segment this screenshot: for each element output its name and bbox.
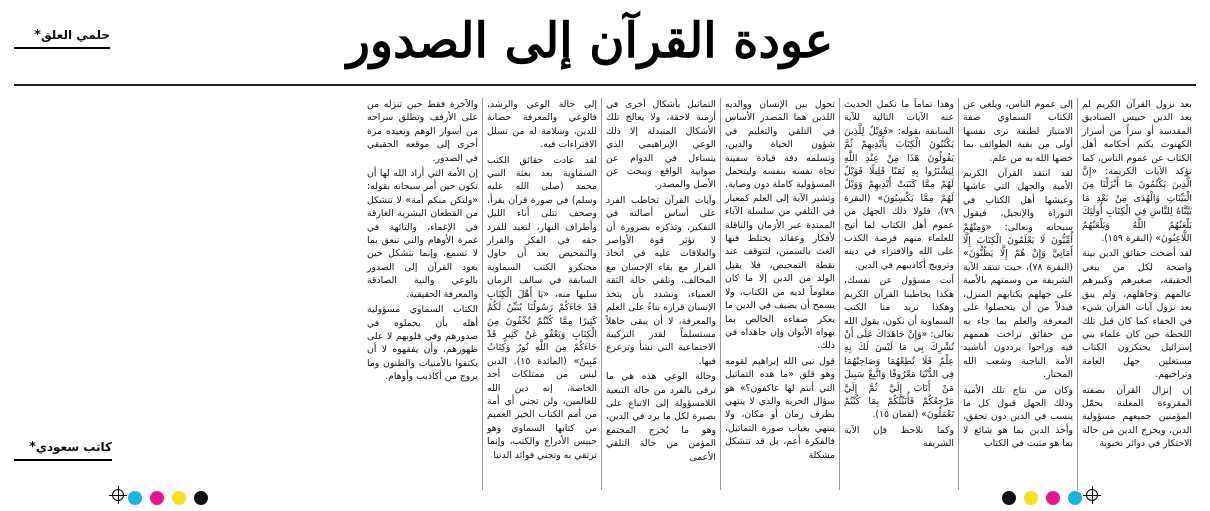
column-paragraph: الكتاب السماوي مسؤولية أهله بأن يحملوه في صدورهم وفي قلوبهم لا على ظهورهم، وأن يفقهوه لا أن يكتفوا بالأمنيات والظنون وما يروج من أكاذيب وأوهام. — [367, 304, 478, 383]
registration-crosshair-icon — [112, 489, 124, 501]
author-byline-bottom — [14, 440, 112, 461]
column-paragraph: إن إنزال القرآن بصفته المقروءة المعلنة يحمّل المؤمنين جميعهم مسؤولية الدين، ويخرج الدين من حالة الاحتكار في دوائر نخبوية — [1082, 384, 1192, 450]
column-paragraph: وآيات القرآن تخاطب الفرد على أساس أصالته في التفكير، وتذكره بضرورة أن لا تؤثر قوة الأواصر والعلاقات عليه في اتخاذ القرار مع بقاء الإحسان مع المخالف، وتلقي حالة الثقة العمياء، وتشدد بأن يتخذ الإنسان قراره بناءً على العلم والمعرفة، لا أن يبقى جاهلاً مستسلماً لقدر التركيبة الاجتماعية التي نشأ وترعرع فيها. — [606, 194, 716, 367]
column-paragraph: التماثيل بأشكال أخرى في أزمنة لاحقة، ولا يعالج تلك الأشكال المتبدلة إلا ذلك الوعي الإبراهيمي الذي يتساءل في الدوام عن صوابية الواقع ويبحث عن الأصل والمصدر. — [606, 99, 716, 191]
column-paragraph: إلى عموم الناس، ويلغي عن الكتاب السماوي صفة الامتياز لطبقة ترى نفسها أولى من بقية الطوائف بما خصها الله به من علم. — [963, 99, 1073, 164]
column-paragraph: وكما نلاحظ فإن الآية الشريفة — [844, 424, 954, 450]
asterisk-mark: * — [34, 28, 41, 43]
column-paragraph: لقد أضحت حقائق الدين بينة واضحة لكل من يبغي الحقيقة، صغيرهم وكبيرهم عالمهم وجاهلهم، ولم يبق بعد نزول آيات القرآن شيء في الخفاء كما كان قبل تلك اللحظة حين كان علماء بني إسرائيل يحتكرون الكتاب مستغلين جهل العامة وتراخيهم. — [1082, 248, 1192, 381]
column-paragraph: تحول بين الإنسان ووالديه اللذين هما المصدر الأساس في التلقي والتعليم في شؤون الحياة والدين، وتسلمه دفة قيادة سفينة نجاة نفسه بنفسه وليتحمل المسؤولية كاملة دون وصاية. وتشير الآية إلى العلم كمعيار في التلقي من سلسلة الآباء الممتدة عبر الأزمان والناقلة لأفكار وعقائد يختلط فيها الغث بالسمين، لتتوقف عند نقطة التمحيص، فلا يقبل الولد من الدين إلا ما كان معلوماً لديه من الكتاب، ولا يسمح أن يضيف في الدين ما يعكر صفاءه الخالص بما يهواه الأبوان وإن جاهداه في ذلك. — [725, 99, 835, 352]
author-name: حلمي العلق — [40, 28, 110, 42]
column-paragraph: قول نبي الله إبراهيم لقومه وهو قلق «ما هذه التماثيل التي أنتم لها عاكفون؟» هو سؤال الحرية والذي لا ينتهي بظرف زمان أو مكان، ولا ينتهي بغياب صورة التماثيل، فالفكرة أعم، بل قد تتشكل مشكلة — [725, 355, 835, 461]
article-columns — [14, 98, 1196, 490]
asterisk-mark: * — [29, 440, 36, 455]
article-column — [363, 98, 482, 490]
column-paragraph: لقد عادت حقائق الكتب السماوية بعد بعثة النبي محمد (صلى الله عليه وسلم) في صورة قرآن يقرأ، وصحف تتلى أناء الليل وأطراف النهار، لتعيد للفرد حقه في الفكر والقرار والتمحيص بعد أن حاول محتكرو الكتب السماوية السابقة في سالف الزمان سلبها منه، «يَا أَهْلَ الْكِتَابِ قَدْ جَاءَكُمْ رَسُولُنَا يُبَيِّنُ لَكُمْ كَثِيرًا مِمَّا كُنْتُمْ تُخْفُونَ مِنَ الْكِتَابِ وَيَعْفُو عَنْ كَثِيرٍ قَدْ جَاءَكُمْ مِنَ اللَّهِ نُورٌ وَكِتَابٌ مُبِينٌ» (المائدة ١٥). الدين ليس من ممتلكات أحد الخاصة، إنه دين الله للعالمين، ولن تجني أي أمة من أمم الكتاب الخير العميم من كتابها السماوي وهو حبيس الأدراج والكتب، وإنما ترتقي به وتجني فوائد الدنيا — [487, 154, 598, 461]
color-dot — [128, 491, 142, 505]
column-paragraph: وهذا تماماً ما تكمل الحديث عنه الآيات التالية للآية السابقة بقوله: «فَوَيْلٌ لِلَّذِينَ يَكْتُبُونَ الْكِتَابَ بِأَيْدِيهِمْ ثُمَّ يَقُولُونَ هَذَا مِنْ عِنْدِ اللَّهِ لِيَشْتَرُوا بِهِ ثَمَنًا قَلِيلًا فَوَيْلٌ لَهُمْ مِمَّا كَتَبَتْ أَيْدِيهِمْ وَوَيْلٌ لَهُمْ مِمَّا يَكْسِبُونَ» (البقرة ٧٩)، فلولا ذلك الجهل من عموم أهل الكتاب لما أتيح للعلماء منهم فرصة الكذب على الله والافتراء في دينه وترويج أكاذيبهم في الدين. — [844, 99, 954, 271]
color-dot — [1068, 491, 1082, 505]
column-paragraph: لقد انتقد القرآن الكريم الأمية والجهل التي عاشها وعيشها أهل الكتاب في التوراة والإنجيل، فيقول سبحانه وتعالى: «وَمِنْهُمْ أُمِّيُّونَ لَا يَعْلَمُونَ الْكِتَابَ إِلَّا أَمَانِيَّ وَإِنْ هُمْ إِلَّا يَظُنُّونَ» (البقرة ٧٨)، حيث تنتقد الآية الشريفة من وسمتهم بالأمية على جهلهم بكتابهم المنزل، فبدلاً من أن يتحصلوا على المعرفة والعلم بما جاء به من حقائق تراخت هممهم فيه وراحوا يرددون أناشيد الأمة الناجية وشعب الله المختار. — [963, 168, 1073, 381]
header-rule — [14, 84, 1196, 86]
article-column — [839, 98, 958, 490]
column-paragraph: وكان من نتاج تلك الأمية وذلك الجهل قبول كل ما ينسب في الدين دون تحقق، وأخذ الدين بما هو شائع لا بما هو مثبت في الكتاب — [963, 384, 1073, 450]
color-dot — [194, 491, 208, 505]
color-dot — [1046, 491, 1060, 505]
column-paragraph: وحالة الوعي هذه هي ما ترقى بالفرد من حالة التبعية اللامسؤولة إلى الاتباع على بصيرة لكل ما يرد في الدين، وهو ما يُخرج المجتمع المؤمن من حالة التلقي الأعمى — [606, 371, 716, 463]
article-column — [1077, 98, 1196, 490]
article-title: عودة القرآن إلى الصدور — [346, 13, 834, 69]
column-paragraph: أنت مسؤول عن نفسك، هكذا يخاطبنا القرآن الكريم وهكذا تريد منا الكتب السماوية أن نكون، يقول الله تعالى: «وَإِنْ جَاهَدَاكَ عَلَى أَنْ تُشْرِكَ بِي مَا لَيْسَ لَكَ بِهِ عِلْمٌ فَلَا تُطِعْهُمَا وَصَاحِبْهُمَا فِي الدُّنْيَا مَعْرُوفًا وَاتَّبِعْ سَبِيلَ مَنْ أَنَابَ إِلَيَّ ثُمَّ إِلَيَّ مَرْجِعُكُمْ فَأُنَبِّئُكُمْ بِمَا كُنْتُمْ تَعْمَلُونَ» (لقمان ١٥). — [844, 275, 954, 421]
article-column — [958, 98, 1077, 490]
color-dot — [1024, 491, 1038, 505]
author-byline-top — [14, 28, 110, 49]
article-column — [601, 98, 720, 490]
color-dot — [150, 491, 164, 505]
column-paragraph: إلى حالة الوعي والرشد، فالوعي والمعرفة حصانة للدين، وسلامة له من تسلل الافتراءات فيه. — [487, 99, 597, 151]
color-dot — [1002, 491, 1016, 505]
column-paragraph: بعد نزول القرآن الكريم لم يعد الدين حبيس الصناديق المقدسة أو سراً من أسرار الكهنوت يكتم أحكامه أهل الكتاب عن عموم الناس، كما تؤكد الآيات الكريمة: «إِنَّ الَّذِينَ يَكْتُمُونَ مَا أَنْزَلْنَا مِنَ الْبَيِّنَاتِ وَالْهُدَى مِنْ بَعْدِ مَا بَيَّنَّاهُ لِلنَّاسِ فِي الْكِتَابِ أُولَئِكَ يَلْعَنُهُمُ اللَّهُ وَيَلْعَنُهُمُ اللَّاعِنُونَ» (البقرة ١٥٩). — [1082, 99, 1192, 245]
registration-crosshair-icon — [1086, 489, 1098, 501]
color-registration-left — [128, 491, 208, 505]
article-column — [482, 98, 601, 490]
author-title: كاتب سعودي — [35, 440, 112, 454]
color-dot — [172, 491, 186, 505]
article-column — [720, 98, 839, 490]
column-paragraph: والآخرة فقط حين تنزله من على الأرفف وتطلق سراحه من أسوار الوهم وتعيده مرة أخرى إلى موقعه الحقيقي في الصدور. — [367, 99, 478, 164]
column-paragraph: إن الأمة التي أراد الله لها أن تكون حين أمر سبحانه بقوله: «ولتكن منكم أمة» لا تتشكل من القطعان البشرية الغارقة في الإغماء، والتائهة في غمرة الأوهام والتي تنعق بما لا تسمع، وإنما تتشكل حين يعود القرآن إلى الصدور بالوعي والنية الصادقة والمعرفة الحقيقية. — [367, 168, 478, 300]
color-registration-right — [1002, 491, 1082, 505]
